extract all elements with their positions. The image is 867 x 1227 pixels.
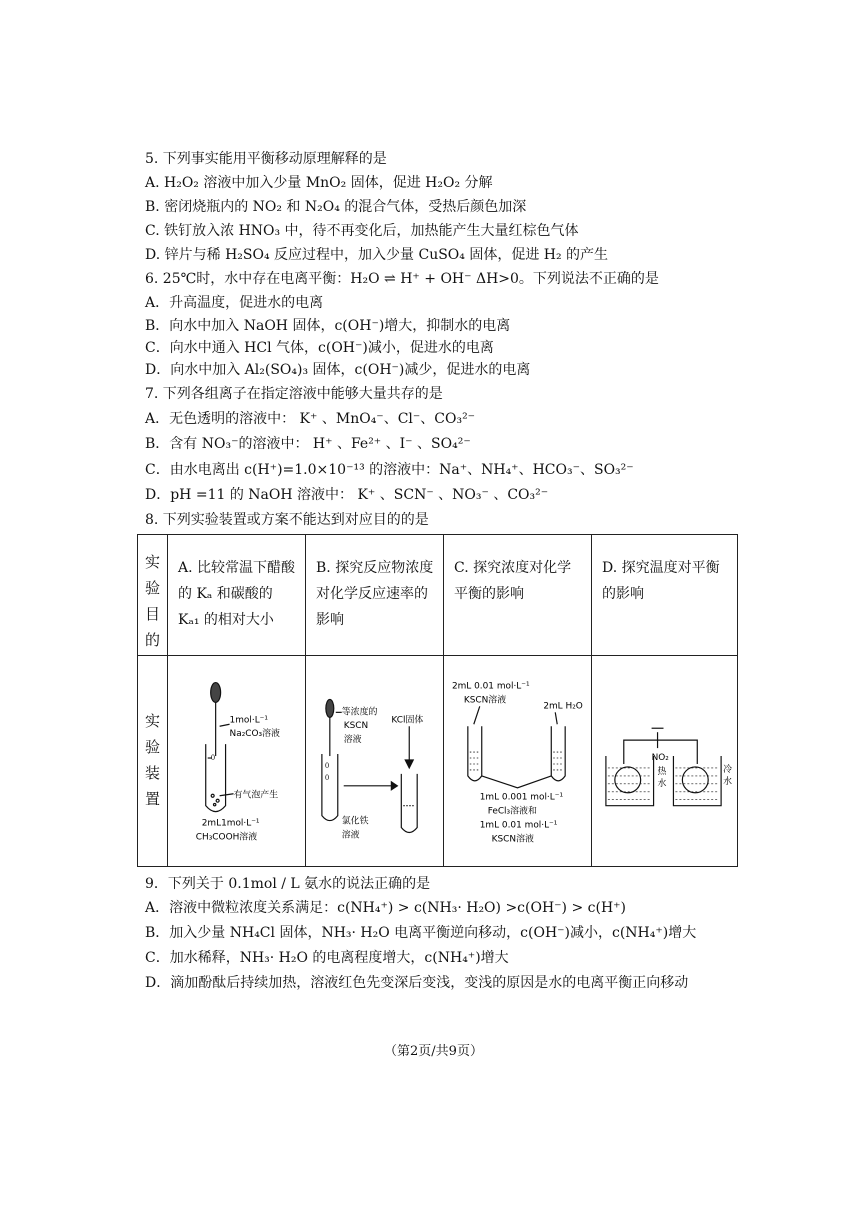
purpose-header-cell bbox=[138, 535, 168, 656]
device-d-label-5: 水 bbox=[723, 776, 733, 787]
device-header-cell bbox=[138, 656, 168, 867]
device-c bbox=[444, 656, 592, 867]
device-a-label-3: 有气泡产生 bbox=[233, 790, 279, 801]
device-b bbox=[306, 656, 444, 867]
device-d-label-4: 冷 bbox=[723, 764, 733, 775]
q6-option-d: D．向水中加入 Al₂(SO₄)₃ 固体，c(OH⁻)减少，促进水的电离 bbox=[145, 362, 531, 378]
q7-option-c: C．由水电离出 c(H⁺)=1.0×10⁻¹³ 的溶液中：Na⁺、NH₄⁺、HCO₃⁻、SO₃²⁻ bbox=[145, 462, 634, 478]
device-c-label-4: 1mL 0.001 mol·L⁻¹ bbox=[479, 792, 564, 803]
q5-option-c: C. 铁钉放入浓 HNO₃ 中，待不再变化后，加热能产生大量红棕色气体 bbox=[145, 223, 579, 239]
device-row bbox=[138, 656, 738, 867]
header-char: 的 bbox=[144, 631, 160, 649]
header-char: 验 bbox=[144, 579, 160, 597]
header-char: 实 bbox=[144, 712, 160, 730]
device-c-label-7: KSCN溶液 bbox=[491, 834, 534, 845]
q5-option-b: B. 密闭烧瓶内的 NO₂ 和 N₂O₄ 的混合气体，受热后颜色加深 bbox=[145, 199, 527, 215]
q9-option-b: B．加入少量 NH₄Cl 固体，NH₃· H₂O 电离平衡逆向移动，c(OH⁻)减小，c(NH₄⁺)增大 bbox=[145, 925, 697, 941]
device-d bbox=[592, 656, 738, 867]
device-b-label-3: 溶液 bbox=[343, 735, 362, 746]
device-b-label-4: KCl固体 bbox=[391, 715, 424, 726]
q8-stem: 8. 下列实验装置或方案不能达到对应目的的是 bbox=[145, 512, 429, 528]
device-b-diagram bbox=[306, 656, 443, 866]
q5-option-d: D. 锌片与稀 H₂SO₄ 反应过程中，加入少量 CuSO₄ 固体，促进 H₂ 的产生 bbox=[145, 247, 609, 263]
q5-stem: 5. 下列事实能用平衡移动原理解释的是 bbox=[145, 151, 387, 167]
device-c-diagram bbox=[444, 656, 591, 866]
device-d-label-3: 水 bbox=[657, 778, 667, 789]
device-a-label-1: 1mol·L⁻¹ bbox=[229, 715, 268, 726]
header-char: 装 bbox=[144, 764, 160, 782]
svg-text:0: 0 bbox=[324, 761, 330, 770]
q5-option-a: A. H₂O₂ 溶液中加入少量 MnO₂ 固体，促进 H₂O₂ 分解 bbox=[145, 175, 493, 191]
device-a bbox=[168, 656, 306, 867]
header-char: 验 bbox=[144, 738, 160, 756]
purpose-a-text: A. 比较常温下醋酸的 Kₐ 和碳酸的 Kₐ₁ 的相对大小 bbox=[178, 560, 296, 628]
q7-option-b: B．含有 NO₃⁻的溶液中： H⁺ 、Fe²⁺ 、I⁻ 、SO₄²⁻ bbox=[145, 436, 471, 452]
purpose-c bbox=[444, 535, 592, 656]
device-d-label-1: NO₂ bbox=[651, 753, 669, 764]
q7-stem: 7. 下列各组离子在指定溶液中能够大量共存的是 bbox=[145, 386, 443, 402]
purpose-a bbox=[168, 535, 306, 656]
device-c-label-1: 2mL 0.01 mol·L⁻¹ bbox=[451, 681, 530, 692]
page-footer: （第2页/共9页） bbox=[384, 1044, 483, 1059]
q9-option-c: C．加水稀释，NH₃· H₂O 的电离程度增大，c(NH₄⁺)增大 bbox=[145, 950, 509, 966]
q7-option-d: D．pH =11 的 NaOH 溶液中： K⁺ 、SCN⁻ 、NO₃⁻ 、CO₃²⁻ bbox=[145, 487, 549, 503]
svg-text:0: 0 bbox=[324, 773, 330, 782]
q9-option-d: D．滴加酚酞后持续加热，溶液红色先变深后变浅，变浅的原因是水的电离平衡正向移动 bbox=[145, 975, 689, 991]
q9-option-a: A．溶液中微粒浓度关系满足：c(NH₄⁺) > c(NH₃· H₂O) >c(OH⁻) > c(H⁺) bbox=[145, 900, 627, 916]
device-a-diagram bbox=[168, 656, 305, 866]
device-c-label-6: 1mL 0.01 mol·L⁻¹ bbox=[479, 820, 558, 831]
device-c-label-3: 2mL H₂O bbox=[543, 701, 583, 712]
device-b-label-5: 氯化铁 bbox=[341, 816, 369, 827]
device-b-label-6: 溶液 bbox=[341, 830, 360, 841]
q9-stem: 9．下列关于 0.1mol / L 氨水的说法正确的是 bbox=[145, 876, 431, 892]
header-char: 实 bbox=[144, 553, 160, 571]
purpose-d-text: D. 探究温度对平衡的影响 bbox=[602, 560, 720, 602]
header-char: 置 bbox=[144, 790, 160, 808]
experiment-table bbox=[137, 534, 738, 867]
device-b-label-2: KSCN bbox=[343, 721, 369, 732]
q6-option-a: A．升高温度，促进水的电离 bbox=[145, 295, 324, 311]
device-c-label-5: FeCl₃溶液和 bbox=[487, 806, 537, 817]
q6-option-c: C．向水中通入 HCl 气体，c(OH⁻)减小，促进水的电离 bbox=[145, 340, 494, 356]
device-a-label-4: 2mL1mol·L⁻¹ bbox=[201, 818, 260, 829]
device-b-label-1: 等浓度的 bbox=[341, 707, 378, 718]
header-char: 目 bbox=[144, 605, 160, 623]
device-c-label-2: KSCN溶液 bbox=[463, 695, 507, 706]
q6-stem: 6. 25℃时，水中存在电离平衡：H₂O ⇌ H⁺ + OH⁻ ΔH>0。下列说法不正确的是 bbox=[145, 271, 659, 287]
purpose-b-text: B. 探究反应物浓度对化学反应速率的影响 bbox=[316, 560, 434, 628]
purpose-c-text: C. 探究浓度对化学平衡的影响 bbox=[454, 560, 572, 602]
purpose-row bbox=[138, 535, 738, 656]
svg-text:0: 0 bbox=[210, 754, 216, 763]
q6-option-b: B．向水中加入 NaOH 固体，c(OH⁻)增大，抑制水的电离 bbox=[145, 318, 511, 334]
purpose-b bbox=[306, 535, 444, 656]
device-d-diagram bbox=[592, 656, 737, 866]
purpose-d bbox=[592, 535, 738, 656]
device-a-label-5: CH₃COOH溶液 bbox=[195, 832, 258, 843]
device-d-label-2: 热 bbox=[657, 766, 667, 777]
device-a-label-2: Na₂CO₃溶液 bbox=[229, 729, 280, 740]
q7-option-a: A．无色透明的溶液中： K⁺ 、MnO₄⁻、Cl⁻、CO₃²⁻ bbox=[145, 411, 476, 427]
